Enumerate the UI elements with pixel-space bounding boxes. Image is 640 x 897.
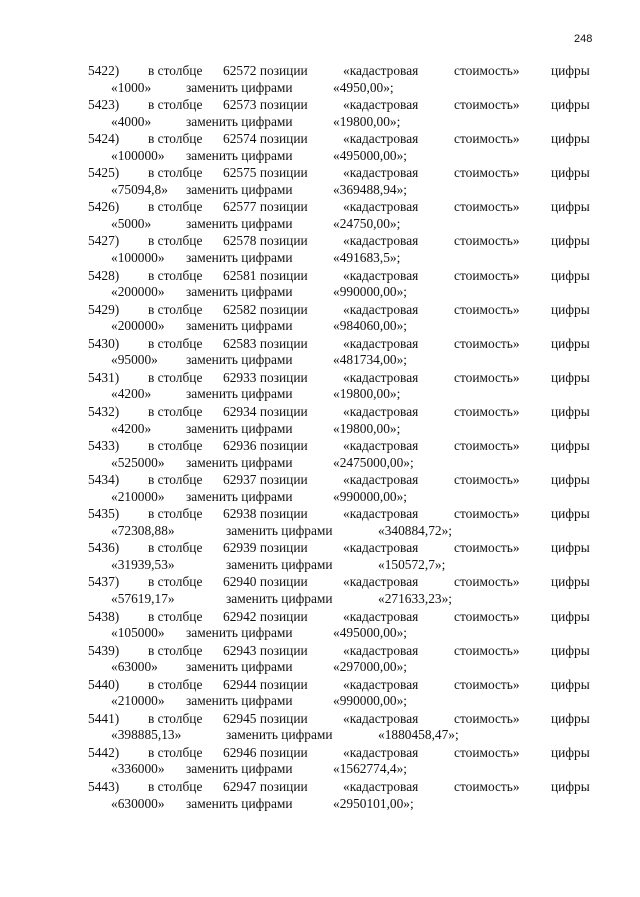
column-label: в столбце: [148, 608, 203, 624]
column-label: в столбце: [148, 335, 203, 351]
position-text: [223, 539, 308, 556]
position-text: [223, 164, 308, 181]
old-value: «336000»: [111, 761, 165, 777]
value-label: стоимость»: [454, 63, 520, 78]
position-label: позиции: [259, 744, 308, 760]
cadastral-label: «кадастровая: [343, 710, 419, 726]
entry-number: 5434): [88, 472, 120, 488]
position-label: позиции: [259, 778, 308, 794]
cadastral-label: «кадастровая: [343, 540, 419, 556]
cadastral-label: «кадастровая: [343, 369, 419, 385]
amendment-entry: [0, 198, 640, 232]
entry-number: 5429): [88, 301, 120, 317]
amendment-entry: [0, 539, 640, 573]
cadastral-label: «кадастровая: [343, 301, 419, 317]
position-text: [223, 198, 308, 215]
cadastral-label: «кадастровая: [343, 131, 419, 147]
digits-label: цифры: [551, 267, 590, 283]
value-label: стоимость»: [454, 199, 520, 215]
column-label: в столбце: [148, 97, 203, 113]
amendment-list: [0, 62, 640, 812]
position-label: позиции: [259, 438, 308, 454]
position-label: позиции: [259, 335, 308, 351]
position-text: [223, 301, 308, 318]
entry-number: 5441): [88, 710, 120, 726]
position-label: позиции: [259, 131, 308, 147]
column-label: в столбце: [148, 165, 203, 181]
replace-label: заменить цифрами: [186, 420, 293, 436]
value-label: стоимость»: [454, 301, 520, 317]
old-value: «57619,17»: [111, 591, 175, 606]
position-number: 62574: [223, 131, 257, 147]
amendment-entry: [0, 267, 640, 301]
old-value: «1000»: [111, 79, 152, 95]
new-value: «369488,94»;: [333, 181, 408, 197]
replace-label: заменить цифрами: [186, 795, 293, 811]
position-text: [223, 608, 308, 625]
position-label: позиции: [259, 506, 308, 522]
amendment-entry: [0, 744, 640, 778]
amendment-entry: [0, 710, 640, 744]
digits-label: цифры: [551, 506, 590, 522]
digits-label: цифры: [551, 165, 590, 181]
cadastral-label: «кадастровая: [343, 608, 419, 624]
column-label: в столбце: [148, 506, 203, 522]
value-label: стоимость»: [454, 710, 520, 726]
value-label: стоимость»: [454, 540, 520, 556]
cadastral-label: «кадастровая: [343, 438, 419, 454]
position-text: [223, 676, 308, 693]
old-value: «398885,13»: [111, 727, 182, 743]
old-value: «4200»: [111, 420, 152, 436]
new-value: «990000,00»;: [333, 488, 408, 504]
replace-label: заменить цифрами: [186, 79, 293, 95]
digits-label: цифры: [551, 710, 590, 726]
cadastral-label: «кадастровая: [343, 472, 419, 488]
amendment-entry: [0, 335, 640, 369]
new-value: «990000,00»;: [333, 693, 408, 709]
position-number: 62572: [223, 63, 257, 78]
position-text: [223, 403, 308, 420]
entry-number: 5425): [88, 165, 120, 181]
cadastral-label: «кадастровая: [343, 199, 419, 215]
position-number: 62581: [223, 267, 257, 283]
value-label: стоимость»: [454, 472, 520, 488]
column-label: в столбце: [148, 744, 203, 760]
new-value: «24750,00»;: [333, 215, 401, 231]
amendment-entry: [0, 608, 640, 642]
position-label: позиции: [259, 267, 308, 283]
value-label: стоимость»: [454, 642, 520, 658]
amendment-entry: [0, 573, 640, 607]
new-value: «2475000,00»;: [333, 454, 414, 470]
digits-label: цифры: [551, 199, 590, 215]
old-value: «95000»: [111, 352, 158, 368]
replace-label: заменить цифрами: [186, 488, 293, 504]
cadastral-label: «кадастровая: [343, 165, 419, 181]
position-text: [223, 505, 308, 522]
position-number: 62573: [223, 97, 257, 113]
position-text: [223, 62, 308, 79]
cadastral-label: «кадастровая: [343, 403, 419, 419]
entry-number: 5443): [88, 778, 120, 794]
value-label: стоимость»: [454, 233, 520, 249]
new-value: «481734,00»;: [333, 352, 408, 368]
position-number: 62933: [223, 369, 257, 385]
amendment-entry: [0, 232, 640, 266]
digits-label: цифры: [551, 472, 590, 488]
position-label: позиции: [259, 301, 308, 317]
new-value: «990000,00»;: [333, 284, 408, 300]
digits-label: цифры: [551, 642, 590, 658]
value-label: стоимость»: [454, 778, 520, 794]
old-value: «100000»: [111, 250, 165, 266]
digits-label: цифры: [551, 403, 590, 419]
position-label: позиции: [259, 63, 308, 78]
position-text: [223, 96, 308, 113]
old-value: «210000»: [111, 693, 165, 709]
column-label: в столбце: [148, 438, 203, 454]
entry-number: 5422): [88, 63, 120, 78]
position-number: 62583: [223, 335, 257, 351]
new-value: «19800,00»;: [333, 386, 401, 402]
entry-number: 5437): [88, 574, 120, 590]
replace-label: заменить цифрами: [186, 352, 293, 368]
digits-label: цифры: [551, 97, 590, 113]
replace-label: заменить цифрами: [226, 591, 333, 606]
cadastral-label: «кадастровая: [343, 642, 419, 658]
position-number: 62582: [223, 301, 257, 317]
old-value: «5000»: [111, 215, 152, 231]
value-label: стоимость»: [454, 676, 520, 692]
entry-number: 5430): [88, 335, 120, 351]
old-value: «105000»: [111, 625, 165, 641]
new-value: «4950,00»;: [333, 79, 394, 95]
entry-number: 5431): [88, 369, 120, 385]
position-label: позиции: [259, 233, 308, 249]
position-text: [223, 232, 308, 249]
entry-number: 5427): [88, 233, 120, 249]
amendment-entry: [0, 130, 640, 164]
new-value: «495000,00»;: [333, 625, 408, 641]
position-label: позиции: [259, 608, 308, 624]
digits-label: цифры: [551, 540, 590, 556]
amendment-entry: [0, 437, 640, 471]
replace-label: заменить цифрами: [186, 113, 293, 129]
entry-number: 5435): [88, 506, 120, 522]
digits-label: цифры: [551, 131, 590, 147]
new-value: «19800,00»;: [333, 420, 401, 436]
position-text: [223, 130, 308, 147]
replace-label: заменить цифрами: [226, 556, 333, 572]
amendment-entry: [0, 301, 640, 335]
amendment-entry: [0, 369, 640, 403]
position-label: позиции: [259, 574, 308, 590]
digits-label: цифры: [551, 335, 590, 351]
position-number: 62938: [223, 506, 257, 522]
cadastral-label: «кадастровая: [343, 335, 419, 351]
new-value: «271633,23»;: [378, 591, 453, 606]
old-value: «525000»: [111, 454, 165, 470]
new-value: «491683,5»;: [333, 250, 401, 266]
amendment-entry: [0, 778, 640, 812]
column-label: в столбце: [148, 778, 203, 794]
old-value: «63000»: [111, 659, 158, 675]
column-label: в столбце: [148, 676, 203, 692]
position-text: [223, 437, 308, 454]
column-label: в столбце: [148, 369, 203, 385]
entry-number: 5436): [88, 540, 120, 556]
position-label: позиции: [259, 97, 308, 113]
digits-label: цифры: [551, 608, 590, 624]
column-label: в столбце: [148, 403, 203, 419]
digits-label: цифры: [551, 63, 590, 78]
value-label: стоимость»: [454, 403, 520, 419]
column-label: в столбце: [148, 63, 203, 78]
column-label: в столбце: [148, 472, 203, 488]
replace-label: заменить цифрами: [226, 727, 333, 743]
old-value: «200000»: [111, 318, 165, 334]
replace-label: заменить цифрами: [186, 386, 293, 402]
new-value: «297000,00»;: [333, 659, 408, 675]
digits-label: цифры: [551, 233, 590, 249]
new-value: «2950101,00»;: [333, 795, 414, 811]
position-number: 62578: [223, 233, 257, 249]
value-label: стоимость»: [454, 335, 520, 351]
digits-label: цифры: [551, 778, 590, 794]
replace-label: заменить цифрами: [186, 454, 293, 470]
position-number: 62947: [223, 778, 257, 794]
entry-number: 5442): [88, 744, 120, 760]
column-label: в столбце: [148, 540, 203, 556]
amendment-entry: [0, 642, 640, 676]
digits-label: цифры: [551, 574, 590, 590]
entry-number: 5426): [88, 199, 120, 215]
cadastral-label: «кадастровая: [343, 676, 419, 692]
digits-label: цифры: [551, 744, 590, 760]
new-value: «150572,7»;: [378, 556, 446, 572]
value-label: стоимость»: [454, 608, 520, 624]
replace-label: заменить цифрами: [186, 181, 293, 197]
position-label: позиции: [259, 165, 308, 181]
new-value: «19800,00»;: [333, 113, 401, 129]
column-label: в столбце: [148, 642, 203, 658]
replace-label: заменить цифрами: [186, 318, 293, 334]
new-value: «1880458,47»;: [378, 727, 459, 743]
position-text: [223, 642, 308, 659]
replace-label: заменить цифрами: [186, 215, 293, 231]
position-label: позиции: [259, 676, 308, 692]
value-label: стоимость»: [454, 165, 520, 181]
cadastral-label: «кадастровая: [343, 233, 419, 249]
amendment-entry: [0, 676, 640, 710]
replace-label: заменить цифрами: [186, 147, 293, 163]
column-label: в столбце: [148, 710, 203, 726]
page-number: 248: [574, 33, 593, 45]
new-value: «495000,00»;: [333, 147, 408, 163]
position-label: позиции: [259, 710, 308, 726]
digits-label: цифры: [551, 301, 590, 317]
digits-label: цифры: [551, 676, 590, 692]
position-text: [223, 573, 308, 590]
amendment-entry: [0, 471, 640, 505]
replace-label: заменить цифрами: [226, 522, 333, 538]
cadastral-label: «кадастровая: [343, 506, 419, 522]
old-value: «200000»: [111, 284, 165, 300]
old-value: «4200»: [111, 386, 152, 402]
amendment-entry: [0, 96, 640, 130]
old-value: «75094,8»: [111, 181, 168, 197]
replace-label: заменить цифрами: [186, 659, 293, 675]
position-number: 62575: [223, 165, 257, 181]
position-label: позиции: [259, 403, 308, 419]
position-text: [223, 267, 308, 284]
position-text: [223, 471, 308, 488]
entry-number: 5433): [88, 438, 120, 454]
position-label: позиции: [259, 540, 308, 556]
entry-number: 5439): [88, 642, 120, 658]
column-label: в столбце: [148, 574, 203, 590]
cadastral-label: «кадастровая: [343, 63, 419, 78]
entry-number: 5423): [88, 97, 120, 113]
position-text: [223, 778, 308, 795]
new-value: «984060,00»;: [333, 318, 408, 334]
position-label: позиции: [259, 472, 308, 488]
replace-label: заменить цифрами: [186, 284, 293, 300]
position-number: 62936: [223, 438, 257, 454]
value-label: стоимость»: [454, 97, 520, 113]
position-text: [223, 710, 308, 727]
column-label: в столбце: [148, 233, 203, 249]
cadastral-label: «кадастровая: [343, 574, 419, 590]
old-value: «72308,88»: [111, 522, 175, 538]
position-text: [223, 335, 308, 352]
value-label: стоимость»: [454, 438, 520, 454]
value-label: стоимость»: [454, 267, 520, 283]
position-number: 62939: [223, 540, 257, 556]
amendment-entry: [0, 62, 640, 96]
position-label: позиции: [259, 642, 308, 658]
cadastral-label: «кадастровая: [343, 97, 419, 113]
entry-number: 5440): [88, 676, 120, 692]
position-number: 62577: [223, 199, 257, 215]
old-value: «630000»: [111, 795, 165, 811]
old-value: «100000»: [111, 147, 165, 163]
position-number: 62942: [223, 608, 257, 624]
replace-label: заменить цифрами: [186, 693, 293, 709]
value-label: стоимость»: [454, 744, 520, 760]
position-number: 62943: [223, 642, 257, 658]
old-value: «31939,53»: [111, 556, 175, 572]
old-value: «210000»: [111, 488, 165, 504]
position-number: 62937: [223, 472, 257, 488]
position-number: 62946: [223, 744, 257, 760]
column-label: в столбце: [148, 267, 203, 283]
cadastral-label: «кадастровая: [343, 267, 419, 283]
cadastral-label: «кадастровая: [343, 744, 419, 760]
position-number: 62944: [223, 676, 257, 692]
position-label: позиции: [259, 369, 308, 385]
amendment-entry: [0, 164, 640, 198]
column-label: в столбце: [148, 199, 203, 215]
entry-number: 5428): [88, 267, 120, 283]
position-number: 62940: [223, 574, 257, 590]
column-label: в столбце: [148, 131, 203, 147]
value-label: стоимость»: [454, 369, 520, 385]
entry-number: 5438): [88, 608, 120, 624]
cadastral-label: «кадастровая: [343, 778, 419, 794]
position-number: 62934: [223, 403, 257, 419]
value-label: стоимость»: [454, 574, 520, 590]
new-value: «340884,72»;: [378, 522, 453, 538]
old-value: «4000»: [111, 113, 152, 129]
position-number: 62945: [223, 710, 257, 726]
position-text: [223, 369, 308, 386]
position-label: позиции: [259, 199, 308, 215]
replace-label: заменить цифрами: [186, 625, 293, 641]
amendment-entry: [0, 505, 640, 539]
replace-label: заменить цифрами: [186, 250, 293, 266]
column-label: в столбце: [148, 301, 203, 317]
value-label: стоимость»: [454, 131, 520, 147]
replace-label: заменить цифрами: [186, 761, 293, 777]
new-value: «1562774,4»;: [333, 761, 408, 777]
digits-label: цифры: [551, 438, 590, 454]
position-text: [223, 744, 308, 761]
entry-number: 5432): [88, 403, 120, 419]
entry-number: 5424): [88, 131, 120, 147]
digits-label: цифры: [551, 369, 590, 385]
amendment-entry: [0, 403, 640, 437]
value-label: стоимость»: [454, 506, 520, 522]
